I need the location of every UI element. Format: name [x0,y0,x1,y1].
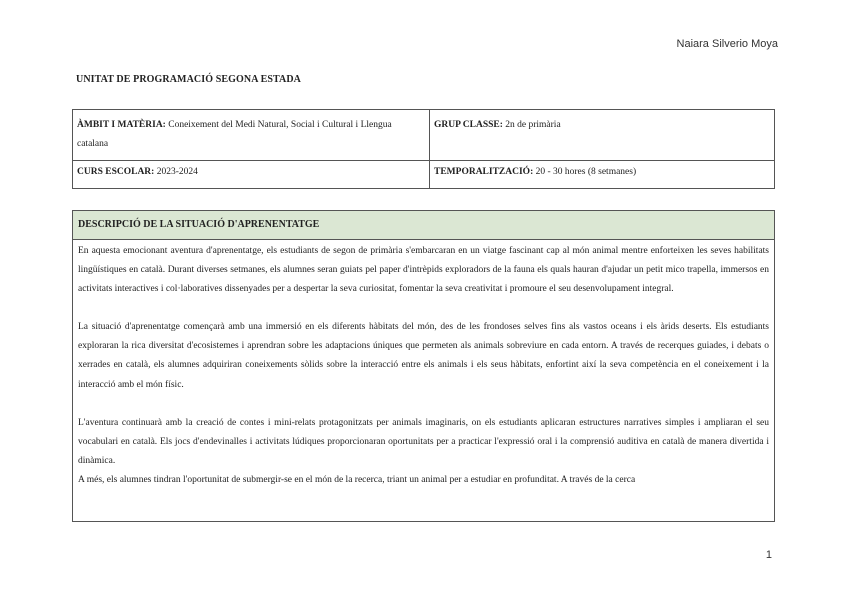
ambit-label: ÀMBIT I MATÈRIA: [77,120,166,130]
grup-label: GRUP CLASSE: [434,120,503,130]
info-row [73,161,775,189]
ambit-cell [73,110,430,161]
document-title: UNITAT DE PROGRAMACIÓ SEGONA ESTADA [76,74,302,85]
description-body [73,240,774,490]
temporalitzacio-label: TEMPORALITZACIÓ: [434,167,534,177]
description-paragraph: En aquesta emocionant aventura d'aprenentatge, els estudiants de segon de primària s'embarcaran en un viatge fascinant cap al món animal mentre enforteixen les seves habilitats lingüístiques en català. Durant diverses setmanes, els alumnes seran guiats pel paper d'intrèpids exploradors de la fauna els quals hauran d'ajudar un petit mico trapella, immersos en activitats interactives i col·laboratives dissenyades per a despertar la seva curiositat, fomentar la seva creativitat i promoure el seu desenvolupament integral. [78,246,769,295]
description-paragraph: A més, els alumnes tindran l'oportunitat de submergir-se en el món de la recerca, triant un animal per a estudiar en profunditat. A través de la cerca [78,474,636,485]
ambit-value: Coneixement del Medi Natural, Social i Cultural i Llengua catalana [77,120,392,149]
info-row [73,110,775,161]
curs-cell [73,161,430,189]
description-box [72,210,775,522]
description-heading: DESCRIPCIÓ DE LA SITUACIÓ D'APRENENTATGE [73,211,774,240]
info-table [72,109,775,189]
grup-cell [430,110,775,161]
temporalitzacio-cell [430,161,775,189]
temporalitzacio-value: 20 - 30 hores (8 setmanes) [535,167,637,177]
author-name: Naiara Silverio Moya [676,38,778,50]
curs-value: 2023-2024 [156,167,198,177]
page-number: 1 [765,549,772,561]
grup-value: 2n de primària [505,120,561,130]
description-paragraph: La situació d'aprenentatge començarà amb una immersió en els diferents hàbitats del món, des de les frondoses selves fins als vastos oceans i els àrids deserts. Els estudiants exploraran la rica diversitat d'ecosistemes i aprendran sobre les adaptacions úniques que permeten als animals sobreviure en cada entorn. A través de recerques guiades, i debats o xerrades en català, els alumnes adquiriran coneixements sòlids sobre la interacció entre els animals i els seus hàbitats, enfortint així la seva competència en el coneixement i la interacció amb el món físic. [78,322,769,390]
description-paragraph: L'aventura continuarà amb la creació de contes i mini-relats protagonitzats per animals imaginaris, on els estudiants aplicaran estructures narratives simples i ampliaran el seu vocabulari en català. Els jocs d'endevinalles i activitats lúdiques proporcionaran oportunitats per a practicar l'expressió oral i la comprensió auditiva en català de manera divertida i dinàmica. [78,417,769,466]
curs-label: CURS ESCOLAR: [77,167,155,177]
